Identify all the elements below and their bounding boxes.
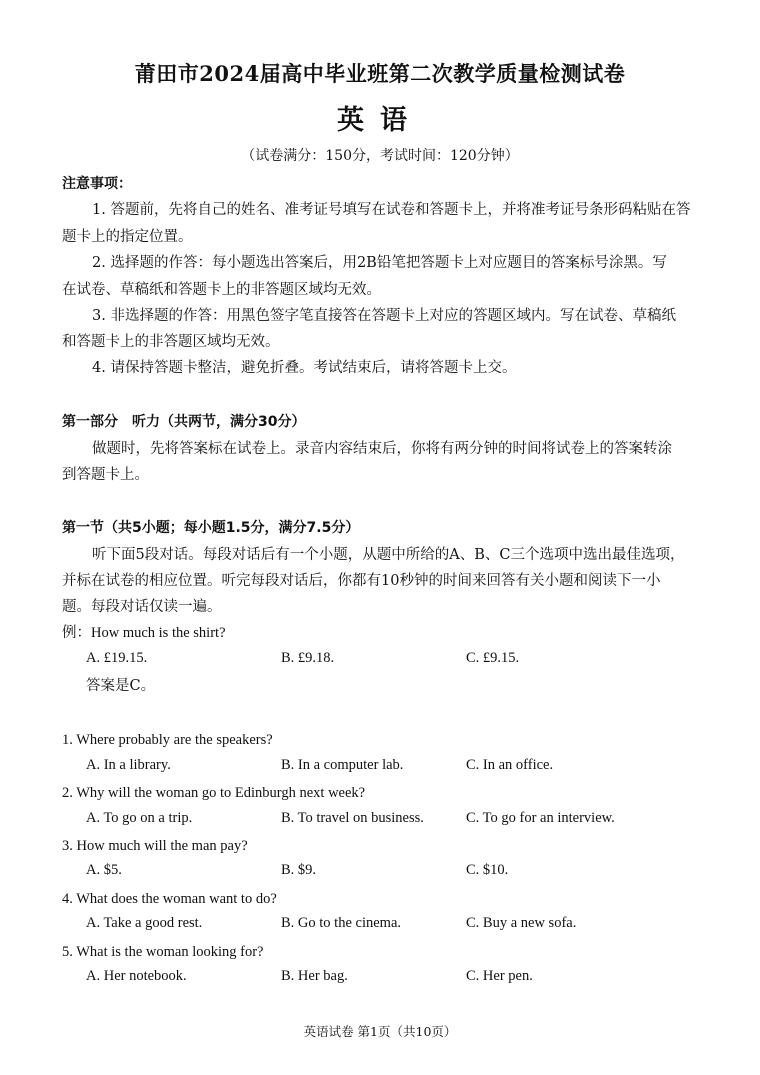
question-option-c: C. $10. xyxy=(466,862,509,878)
question-stem: 1. Where probably are the speakers? xyxy=(62,732,273,748)
question-option-c: C. Buy a new sofa. xyxy=(466,915,577,931)
page-footer: 英语试卷 第1页（共10页） xyxy=(303,1024,457,1039)
example-option-a: A. £19.15. xyxy=(86,650,148,666)
example-option-b: B. £9.18. xyxy=(281,650,335,666)
exam-title: 莆田市2024届高中毕业班第二次教学质量检测试卷 xyxy=(134,61,626,86)
notice-heading: 注意事项： xyxy=(62,176,132,192)
question-stem: 2. Why will the woman go to Edinburgh next week? xyxy=(62,785,366,801)
notice-line: 2. 选择题的作答：每小题选出答案后，用2B铅笔把答题卡上对应题目的答案标号涂黑。写 xyxy=(92,255,667,271)
question-option-a: A. Take a good rest. xyxy=(86,915,203,931)
question-option-b: B. $9. xyxy=(281,862,317,878)
question-option-b: B. Go to the cinema. xyxy=(281,915,402,931)
section1-heading: 第一节（共5小题；每小题1.5分，满分7.5分） xyxy=(62,520,360,536)
example-option-c: C. £9.15. xyxy=(466,650,520,666)
question-stem: 4. What does the woman want to do? xyxy=(62,891,277,907)
part1-line: 到答题卡上。 xyxy=(62,467,149,483)
question-option-b: B. Her bag. xyxy=(281,968,348,984)
question-option-a: A. Her notebook. xyxy=(86,968,187,984)
notice-line: 1. 答题前，先将自己的姓名、准考证号填写在试卷和答题卡上，并将准考证号条形码粘贴在答 xyxy=(92,202,691,218)
notice-line: 在试卷、草稿纸和答题卡上的非答题区域均无效。 xyxy=(62,282,381,298)
question-stem: 5. What is the woman looking for? xyxy=(62,944,264,960)
exam-meta: （试卷满分：150分，考试时间：120分钟） xyxy=(241,148,519,164)
question-option-c: C. To go for an interview. xyxy=(466,810,615,826)
example-question: 例：How much is the shirt? xyxy=(62,625,226,641)
section1-line: 题。每段对话仅读一遍。 xyxy=(62,599,222,615)
example-answer: 答案是C。 xyxy=(86,678,156,694)
question-option-b: B. In a computer lab. xyxy=(281,757,404,773)
notice-line: 和答题卡上的非答题区域均无效。 xyxy=(62,334,280,350)
section1-line: 并标在试卷的相应位置。听完每段对话后，你都有10秒钟的时间来回答有关小题和阅读下一小 xyxy=(62,573,661,589)
question-option-a: A. $5. xyxy=(86,862,122,878)
notice-line: 4. 请保持答题卡整洁，避免折叠。考试结束后，请将答题卡上交。 xyxy=(92,360,517,376)
question-option-b: B. To travel on business. xyxy=(281,810,424,826)
exam-subject: 英语 xyxy=(337,105,423,136)
notice-line: 题卡上的指定位置。 xyxy=(62,229,193,245)
part1-heading: 第一部分 听力（共两节，满分30分） xyxy=(62,414,306,430)
question-option-a: A. To go on a trip. xyxy=(86,810,193,826)
question-option-c: C. Her pen. xyxy=(466,968,533,984)
part1-line: 做题时，先将答案标在试卷上。录音内容结束后，你将有两分钟的时间将试卷上的答案转涂 xyxy=(92,441,672,457)
section1-line: 听下面5段对话。每段对话后有一个小题，从题中所给的A、B、C三个选项中选出最佳选项， xyxy=(92,547,685,563)
question-option-a: A. In a library. xyxy=(86,757,171,773)
question-stem: 3. How much will the man pay? xyxy=(62,838,248,854)
notice-line: 3. 非选择题的作答：用黑色签字笔直接答在答题卡上对应的答题区域内。写在试卷、草稿纸 xyxy=(92,308,676,324)
question-option-c: C. In an office. xyxy=(466,757,554,773)
